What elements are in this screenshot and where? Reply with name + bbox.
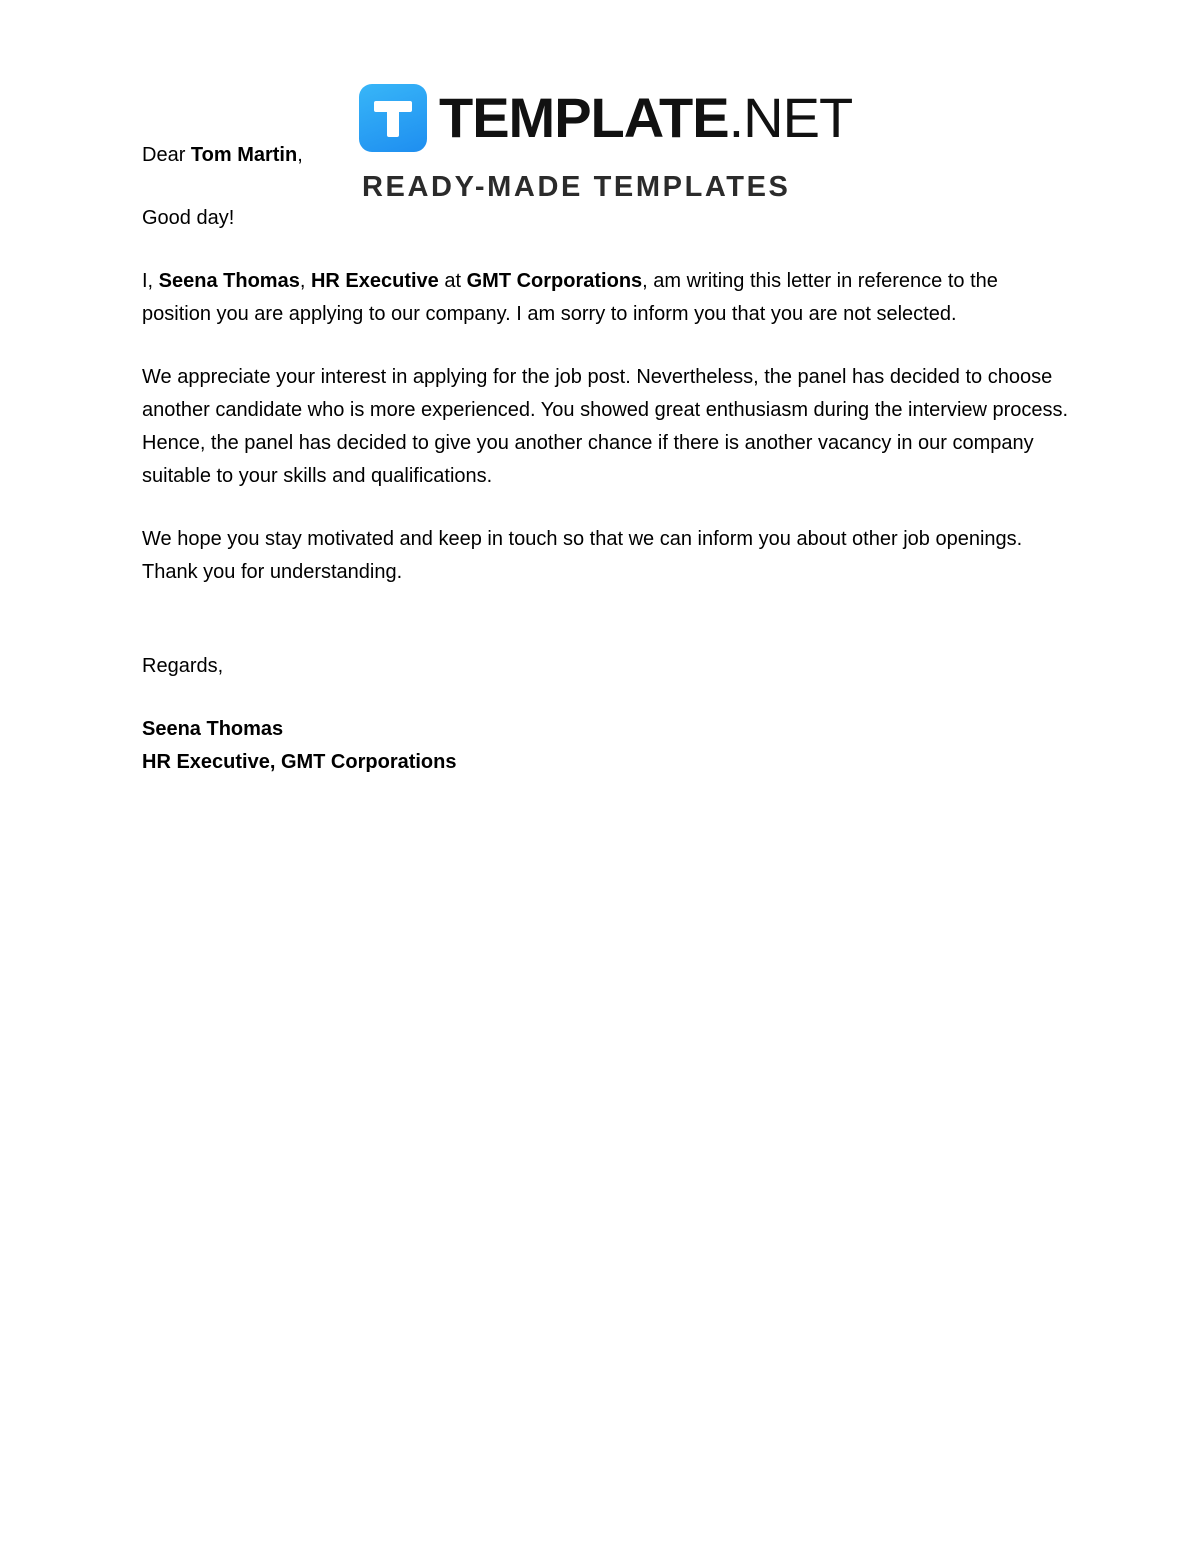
intro-separator: , [299, 270, 311, 292]
logo-wordmark-bold: TEMPLATE [439, 86, 729, 149]
greeting [142, 139, 1072, 172]
logo-wordmark-suffix: .NET [728, 86, 853, 149]
signature-title: HR Executive, GMT Corporations [142, 751, 457, 773]
sender-name-inline: Seena Thomas [158, 270, 300, 292]
sender-title-inline: HR Executive [310, 270, 439, 292]
logo-tagline: READY-MADE TEMPLATES [362, 171, 791, 203]
intro-rest: , am writing this letter in reference to the position you are applying to our company. I am sorry to inform you that you are not selected. [142, 270, 998, 325]
signature-name: Seena Thomas [142, 718, 284, 740]
recipient-name: Tom Martin [190, 144, 298, 166]
greeting-suffix: , [297, 144, 303, 166]
company-name-inline: GMT Corporations [466, 270, 643, 292]
opening-line: Good day! [142, 207, 235, 229]
greeting-prefix: Dear [142, 144, 191, 166]
intro-prefix: I, [142, 270, 159, 292]
paragraph-intro [142, 265, 1072, 331]
intro-at: at [438, 270, 467, 292]
paragraph-closing: We hope you stay motivated and keep in touch so that we can inform you about other job openings. Thank you for understanding. [142, 528, 1023, 583]
paragraph-appreciation: We appreciate your interest in applying for the job post. Nevertheless, the panel has decided to choose another candidate who is more experienced. You showed great enthusiasm during the interview process. Hence, the panel has decided to give you another chance if there is another vacancy in our company suitable to your skills and qualifications. [142, 366, 1069, 487]
letter-body [142, 139, 1072, 779]
closing-line: Regards, [142, 655, 224, 677]
